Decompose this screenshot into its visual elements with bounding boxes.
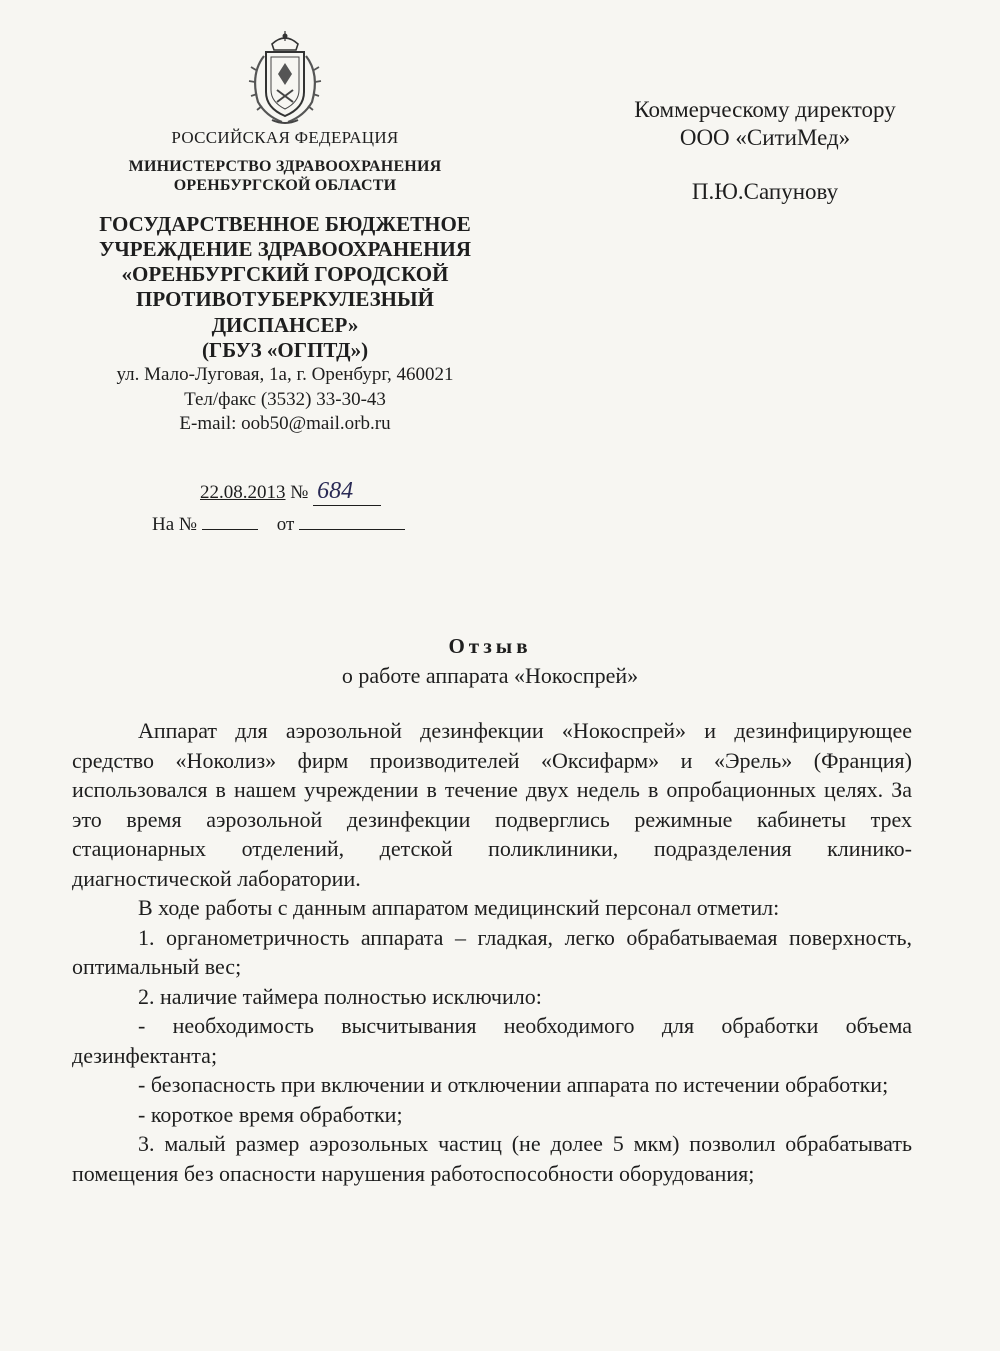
body-paragraph-1: Аппарат для аэрозольной дезинфекции «Нокоспрей» и дезинфицирующее средство «Ноколиз» фирм производителей «Оксифарм» и «Эрель» (Франция) использовался в нашем учреждении в течение двух недель в опробационных целях. За это время аэрозольной дезинфекции подверглись режимные кабинеты трех стационарных отделений, детской поликлиники, подразделения клинико-диагностической лаборатории.	[72, 718, 912, 891]
letterhead-org-line5: ДИСПАНСЕР»	[211, 312, 359, 337]
reply-number-label: На №	[152, 514, 198, 535]
registration-line	[200, 478, 381, 506]
coat-of-arms-icon	[242, 30, 328, 126]
addressee-position: Коммерческому директору	[634, 97, 896, 122]
body-paragraph-8: 3. малый размер аэрозольных частиц (не долее 5 мкм) позволил обрабатывать помещения без опасности нарушения работоспособности оборудования;	[72, 1131, 912, 1186]
reply-number-blank	[202, 529, 258, 530]
body-paragraph-5: - необходимость высчитывания необходимого для обработки объема дезинфектанта;	[72, 1013, 912, 1068]
document-title	[0, 634, 1000, 689]
letterhead	[70, 30, 500, 437]
letterhead-org-line4: ПРОТИВОТУБЕРКУЛЕЗНЫЙ	[136, 287, 434, 312]
letterhead-email: E-mail: oob50@mail.orb.ru	[179, 413, 391, 435]
reply-reference-line	[152, 514, 405, 536]
reply-from-label: от	[276, 514, 295, 535]
body-paragraph-7: - короткое время обработки;	[138, 1101, 403, 1127]
letterhead-ministry-line2: ОРЕНБУРГСКОЙ ОБЛАСТИ	[173, 177, 397, 195]
letterhead-address: ул. Мало-Луговая, 1а, г. Оренбург, 460021	[116, 363, 454, 385]
addressee-name: П.Ю.Сапунову	[691, 179, 839, 205]
letterhead-org-line3: «ОРЕНБУРГСКИЙ ГОРОДСКОЙ	[121, 262, 449, 287]
letter-body	[72, 716, 912, 1188]
body-paragraph-2: В ходе работы с данным аппаратом медицинский персонал отметил:	[138, 895, 780, 920]
addressee-block	[600, 96, 930, 206]
title-main: Отзыв	[448, 634, 532, 658]
body-paragraph-4: 2. наличие таймера полностью исключило:	[138, 983, 542, 1009]
registration-number: 684	[313, 478, 381, 506]
title-subtitle: о работе аппарата «Нокоспрей»	[341, 663, 639, 688]
registration-number-sign: №	[290, 482, 309, 503]
letterhead-org-line2: УЧРЕЖДЕНИЕ ЗДРАВООХРАНЕНИЯ	[98, 236, 472, 261]
registration-date: 22.08.2013	[200, 482, 286, 503]
letterhead-country: РОССИЙСКАЯ ФЕДЕРАЦИЯ	[171, 128, 399, 147]
letterhead-phone: Тел/факс (3532) 33-30-43	[184, 388, 386, 410]
body-paragraph-3: 1. органометричность аппарата – гладкая, легко обрабатываемая поверхность, оптимальный вес;	[72, 924, 912, 979]
letterhead-ministry-line1: МИНИСТЕРСТВО ЗДРАВООХРАНЕНИЯ	[128, 157, 442, 175]
body-paragraph-6: - безопасность при включении и отключении аппарата по истечении обработки;	[138, 1072, 889, 1097]
reply-date-blank	[299, 529, 405, 530]
letterhead-org-line1: ГОСУДАРСТВЕННОЕ БЮДЖЕТНОЕ	[99, 211, 471, 236]
addressee-company: ООО «СитиМед»	[679, 125, 851, 151]
letterhead-org-short: (ГБУЗ «ОГПТД»)	[201, 337, 369, 362]
